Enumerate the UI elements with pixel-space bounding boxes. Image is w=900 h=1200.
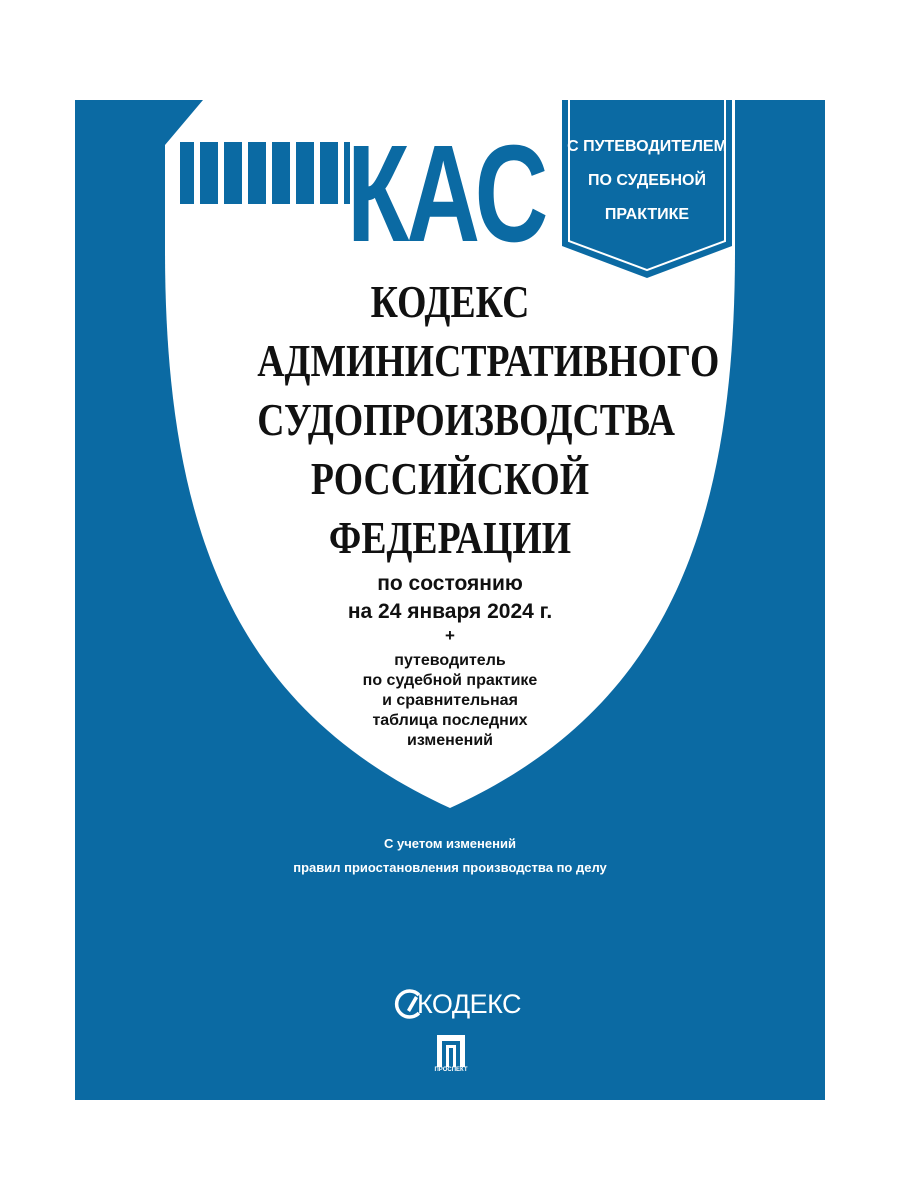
guide-description xyxy=(240,651,660,751)
plus-sign: + xyxy=(445,626,455,645)
ribbon-line: ПО СУДЕБНОЙ xyxy=(588,172,706,189)
guide-line: изменений xyxy=(406,732,494,749)
ribbon-text xyxy=(562,130,732,232)
changes-note xyxy=(175,832,725,880)
edition-date xyxy=(240,570,660,626)
edition-date-line: по состоянию xyxy=(377,572,523,595)
title-line: ФЕДЕРАЦИИ xyxy=(328,512,572,563)
kodeks-logo xyxy=(393,986,543,1022)
prospekt-logo-text: ПРОСПЕКТ xyxy=(434,1067,468,1073)
kodeks-logo-text: КОДЕКС xyxy=(417,989,522,1019)
changes-note-line: С учетом изменений xyxy=(384,836,516,851)
edition-date-line: на 24 января 2024 г. xyxy=(347,600,553,623)
ribbon-line: С ПУТЕВОДИТЕЛЕМ xyxy=(567,138,727,155)
guide-line: по судебной практике xyxy=(362,672,538,689)
title-line: КОДЕКС xyxy=(370,276,530,327)
kac-stripes-decoration xyxy=(180,142,350,204)
title-line: РОССИЙСКОЙ xyxy=(310,453,590,504)
ribbon-line: ПРАКТИКЕ xyxy=(604,206,690,223)
guide-line: и сравнительная xyxy=(382,692,518,709)
book-title xyxy=(215,272,720,567)
title-line: АДМИНИСТРАТИВНОГО xyxy=(257,335,720,386)
book-cover xyxy=(75,100,825,1100)
changes-note-line: правил приостановления производства по делу xyxy=(293,860,607,875)
guide-line: таблица последних xyxy=(372,712,528,729)
kac-abbreviation: КАС xyxy=(347,117,546,271)
guide-line: путеводитель xyxy=(394,652,506,669)
title-line: СУДОПРОИЗВОДСТВА xyxy=(257,394,675,445)
